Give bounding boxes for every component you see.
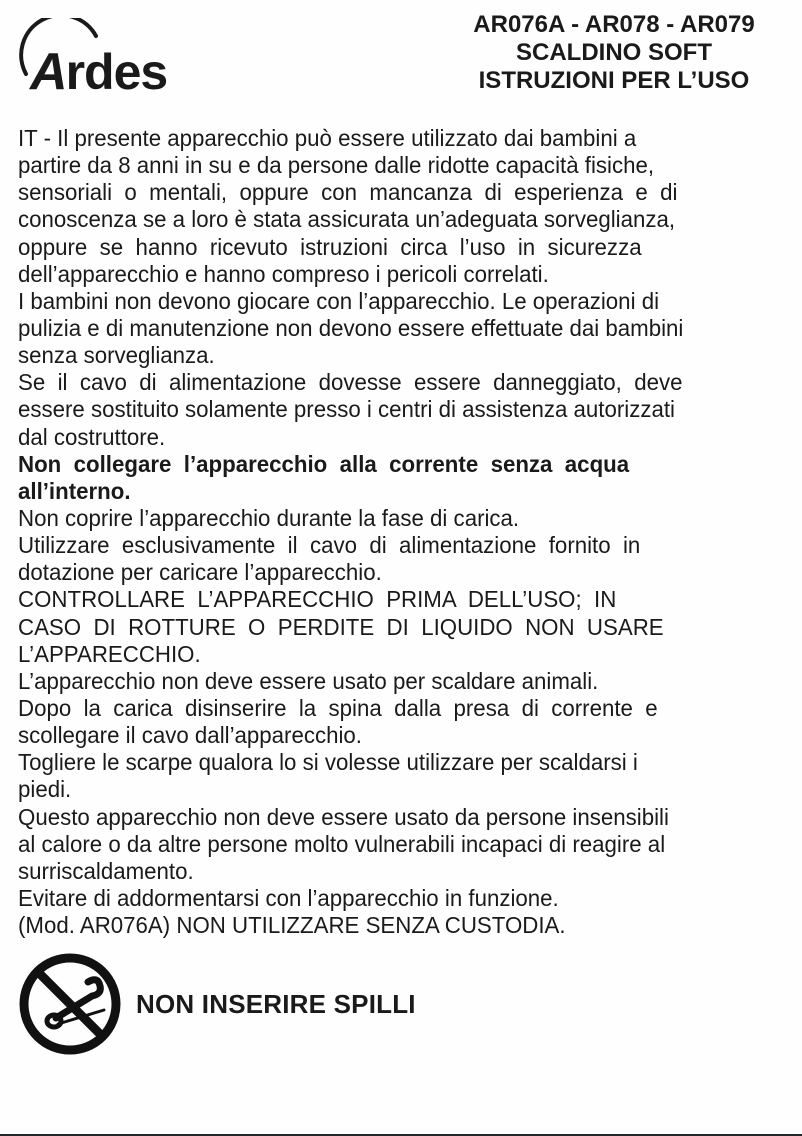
instruction-line: L’APPARECCHIO. bbox=[18, 640, 201, 667]
instruction-line: CASO DI ROTTURE O PERDITE DI LIQUIDO NON USARE bbox=[18, 613, 664, 640]
instruction-line: pulizia e di manutenzione non devono essere effettuate dai bambini bbox=[18, 314, 684, 341]
safety-instructions bbox=[18, 125, 786, 939]
instruction-line: senza sorveglianza. bbox=[18, 342, 215, 369]
instruction-line: Togliere le scarpe qualora lo si volesse utilizzare per scaldarsi i bbox=[18, 749, 638, 776]
no-pins-icon bbox=[18, 952, 122, 1056]
instruction-line: I bambini non devono giocare con l’apparecchio. Le operazioni di bbox=[18, 287, 660, 314]
instruction-line: Non coprire l’apparecchio durante la fase di carica. bbox=[18, 504, 520, 531]
instruction-line: Dopo la carica disinserire la spina dalla presa di corrente e bbox=[18, 694, 658, 721]
instruction-line: Evitare di addormentarsi con l’apparecchio in funzione. bbox=[18, 884, 559, 911]
instruction-line: (Mod. AR076A) NON UTILIZZARE SENZA CUSTODIA. bbox=[18, 912, 566, 939]
warning-no-pins bbox=[18, 952, 416, 1056]
instruction-line: Questo apparecchio non deve essere usato da persone insensibili bbox=[18, 803, 669, 830]
product-name: SCALDINO SOFT bbox=[516, 39, 712, 66]
instruction-line: CONTROLLARE L’APPARECCHIO PRIMA DELL’USO; IN bbox=[18, 586, 617, 613]
instruction-line: surriscaldamento. bbox=[18, 857, 194, 884]
instruction-line: piedi. bbox=[18, 776, 72, 803]
instruction-line: essere sostituito solamente presso i centri di assistenza autorizzati bbox=[18, 396, 675, 423]
instruction-line: scollegare il cavo dall’apparecchio. bbox=[18, 722, 362, 749]
ardes-logo bbox=[18, 18, 198, 101]
instruction-line: al calore o da altre persone molto vulnerabili incapaci di reagire al bbox=[18, 830, 666, 857]
document-title bbox=[444, 11, 784, 95]
bold-instruction-line: Non collegare l’apparecchio alla corrente senza acqua bbox=[18, 450, 630, 477]
manual-title: ISTRUZIONI PER L’USO bbox=[478, 67, 750, 94]
bold-instruction-line: all’interno. bbox=[18, 477, 131, 504]
instruction-line: Se il cavo di alimentazione dovesse essere danneggiato, deve bbox=[18, 369, 683, 396]
instruction-line: L’apparecchio non deve essere usato per scaldare animali. bbox=[18, 667, 599, 694]
instruction-line: sensoriali o mentali, oppure con mancanza di esperienza e di bbox=[18, 179, 678, 206]
warning-label: NON INSERIRE SPILLI bbox=[136, 988, 416, 1019]
brand-rest: rdes bbox=[65, 44, 168, 100]
instruction-line: oppure se hanno ricevuto istruzioni circa l’uso in sicurezza bbox=[18, 233, 642, 260]
instruction-line: dal costruttore. bbox=[18, 423, 166, 450]
brand-initial: A bbox=[30, 43, 66, 101]
brand-name bbox=[30, 43, 168, 101]
instruction-line: dell’apparecchio e hanno compreso i pericoli correlati. bbox=[18, 260, 549, 287]
instruction-line: dotazione per caricare l’apparecchio. bbox=[18, 559, 382, 586]
instruction-line: IT - Il presente apparecchio può essere utilizzato dai bambini a bbox=[18, 125, 637, 151]
instruction-line: Utilizzare esclusivamente il cavo di alimentazione fornito in bbox=[18, 532, 641, 559]
instruction-line: partire da 8 anni in su e da persone dalle ridotte capacità fisiche, bbox=[18, 152, 655, 179]
model-numbers: AR076A - AR078 - AR079 bbox=[473, 11, 755, 38]
instruction-line: conoscenza se a loro è stata assicurata un’adeguata sorveglianza, bbox=[18, 206, 676, 233]
